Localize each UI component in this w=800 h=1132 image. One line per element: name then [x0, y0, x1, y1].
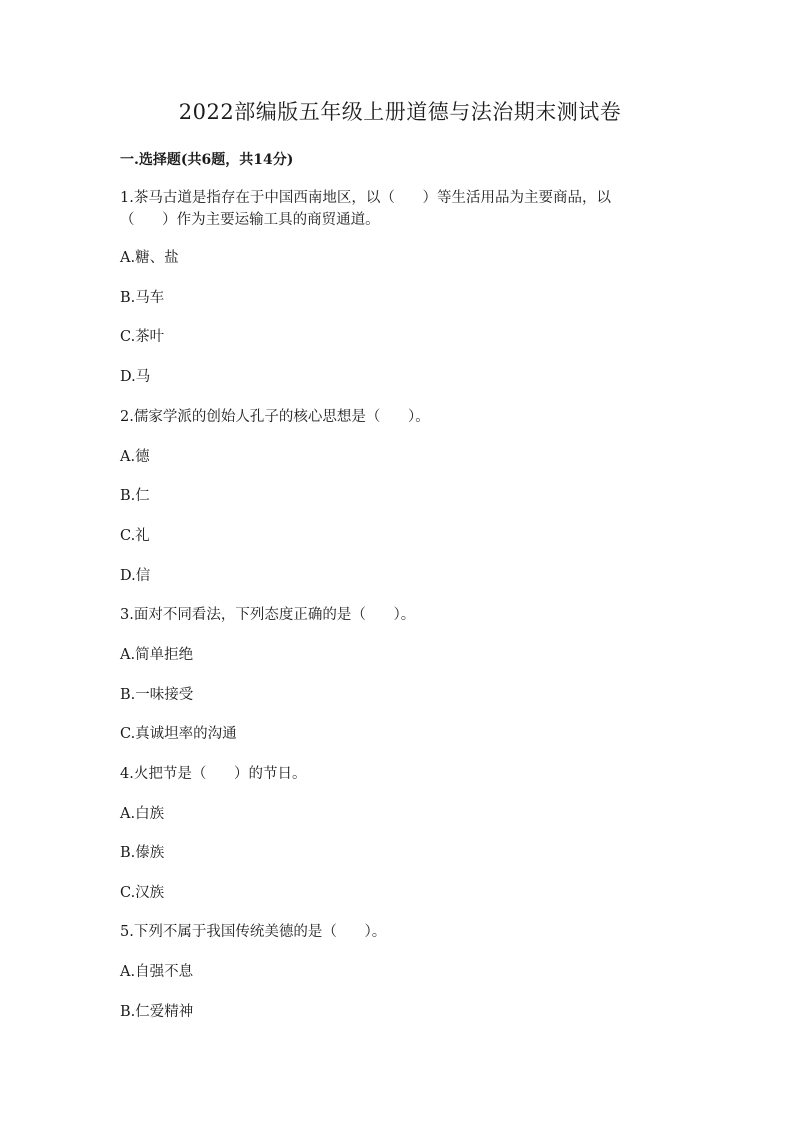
question-1-stem-line-2: （ ）作为主要运输工具的商贸通道。	[120, 212, 380, 228]
question-5-stem-line-1: 5.下列不属于我国传统美德的是（ ）。	[120, 924, 387, 940]
question-5-option-a: A.自强不息	[120, 964, 194, 980]
question-4-option-a: A.白族	[120, 806, 165, 822]
question-4-stem-line-1: 4.火把节是（ ）的节日。	[120, 766, 307, 782]
question-3-stem-line-1: 3.面对不同看法，下列态度正确的是（ ）。	[120, 607, 416, 623]
question-3-option-c: C.真诚坦率的沟通	[120, 726, 237, 742]
question-4-option-c: C.汉族	[120, 885, 165, 901]
question-1-option-b: B.马车	[120, 290, 165, 306]
page-title: 2022部编版五年级上册道德与法治期末测试卷	[178, 100, 622, 124]
question-2-option-a: A.德	[120, 449, 150, 465]
question-2-option-b: B.仁	[120, 488, 150, 504]
question-3-option-b: B.一味接受	[120, 687, 194, 703]
question-2-stem-line-1: 2.儒家学派的创始人孔子的核心思想是（ ）。	[120, 409, 430, 425]
question-1-stem-line-1: 1.茶马古道是指存在于中国西南地区，以（ ）等生活用品为主要商品，以	[120, 190, 611, 206]
question-3-option-a: A.简单拒绝	[120, 647, 194, 663]
question-1-option-c: C.茶叶	[120, 329, 165, 345]
question-2-option-d: D.信	[120, 568, 151, 584]
section-heading: 一.选择题(共6题，共14分)	[120, 152, 294, 168]
question-5-option-b: B.仁爱精神	[120, 1004, 194, 1020]
question-1-option-d: D.马	[120, 369, 151, 385]
question-1-option-a: A.糖、盐	[120, 250, 179, 266]
question-4-option-b: B.傣族	[120, 845, 165, 861]
question-2-option-c: C.礼	[120, 528, 150, 544]
